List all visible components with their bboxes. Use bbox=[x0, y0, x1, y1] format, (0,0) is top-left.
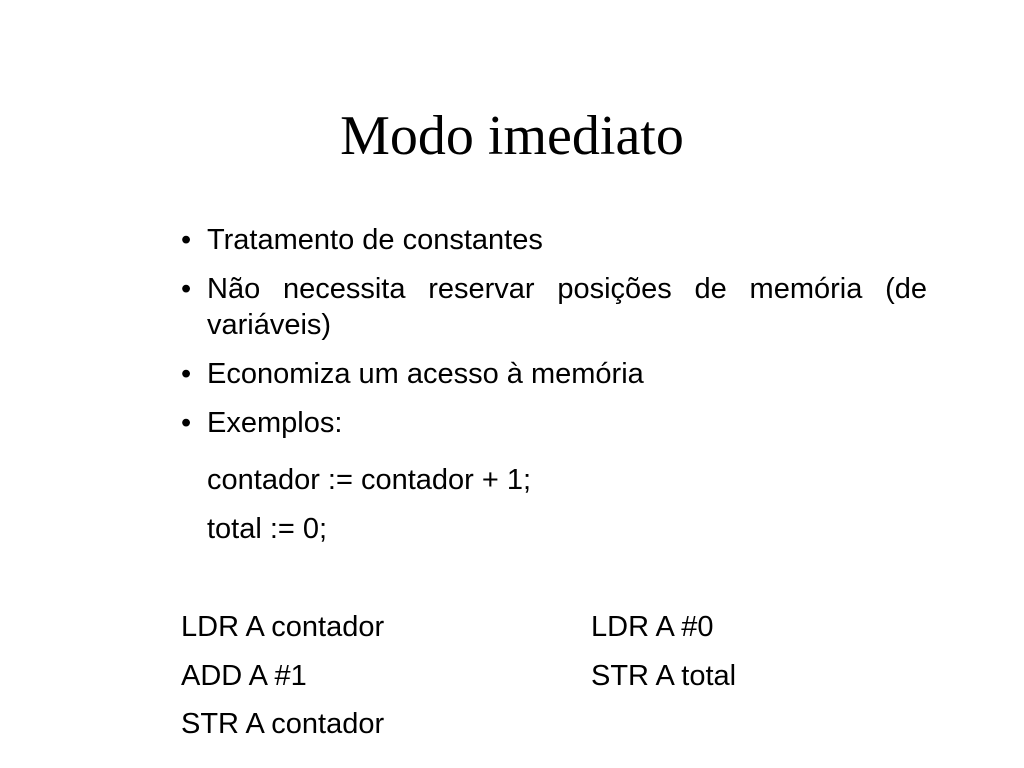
bullet-list bbox=[181, 222, 927, 454]
code-right-line: STR A total bbox=[591, 660, 737, 692]
bullet-item bbox=[181, 405, 927, 441]
bullet-text: Economiza um acesso à memória bbox=[207, 358, 644, 390]
code-left-line: STR A contador bbox=[181, 708, 385, 740]
code-left-line: ADD A #1 bbox=[181, 660, 307, 692]
bullet-item bbox=[181, 271, 927, 343]
bullet-item bbox=[181, 222, 927, 258]
bullet-text: Exemplos: bbox=[207, 407, 343, 439]
bullet-dot-icon: • bbox=[181, 358, 192, 390]
bullet-item bbox=[181, 356, 927, 392]
code-left-line: LDR A contador bbox=[181, 611, 385, 643]
example-line: total := 0; bbox=[207, 513, 328, 545]
slide-title: Modo imediato bbox=[340, 105, 684, 167]
bullet-dot-icon: • bbox=[181, 273, 192, 305]
bullet-text: Não necessita reservar posições de memória (de variáveis) bbox=[207, 273, 927, 341]
bullet-text: Tratamento de constantes bbox=[207, 224, 543, 256]
example-line: contador := contador + 1; bbox=[207, 464, 532, 496]
bullet-dot-icon: • bbox=[181, 407, 192, 439]
code-right-line: LDR A #0 bbox=[591, 611, 714, 643]
bullet-dot-icon: • bbox=[181, 224, 192, 256]
